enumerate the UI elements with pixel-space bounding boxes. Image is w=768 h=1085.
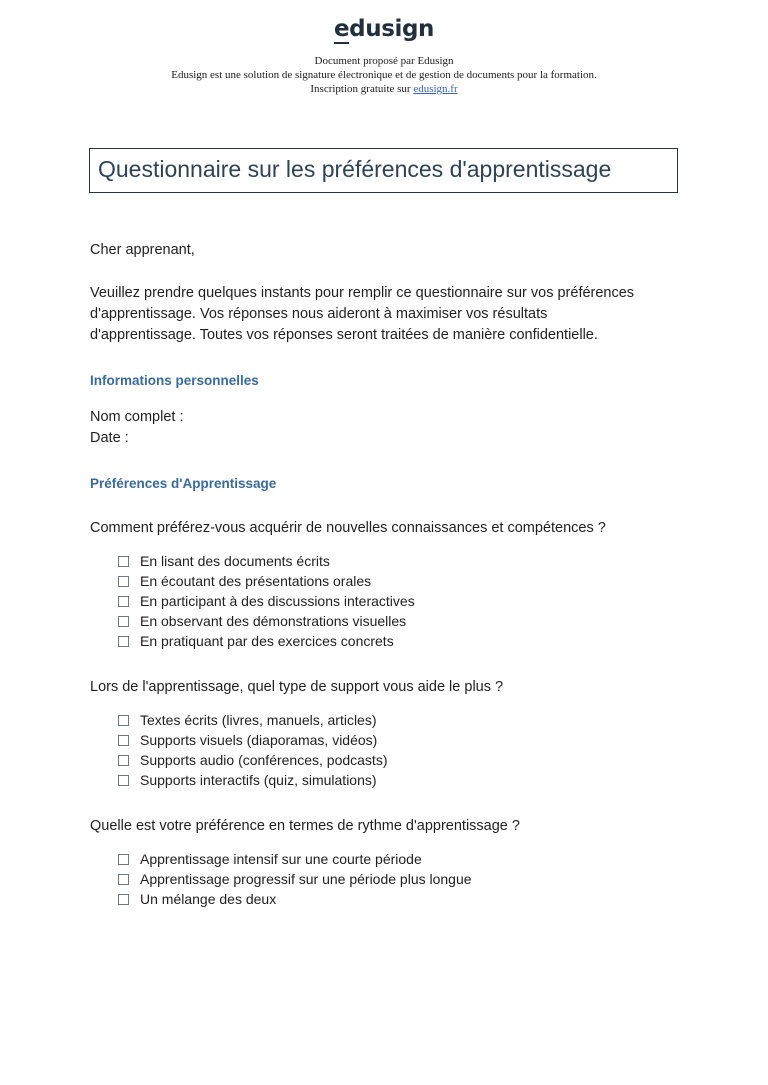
option-label: En pratiquant par des exercices concrets — [140, 633, 394, 649]
option-label: En observant des démonstrations visuelles — [140, 613, 407, 629]
header-line-1: Document proposé par Edusign — [314, 55, 454, 67]
field-nom-complet[interactable]: Nom complet : — [90, 409, 184, 425]
checkbox-icon[interactable] — [118, 854, 129, 865]
option-row[interactable] — [118, 591, 690, 611]
option-row[interactable] — [118, 611, 690, 631]
option-row[interactable] — [118, 889, 690, 909]
checkbox-icon[interactable] — [118, 616, 129, 627]
question-1-options — [90, 551, 690, 651]
edusign-website-link[interactable]: edusign.fr — [413, 83, 458, 95]
checkbox-icon[interactable] — [118, 715, 129, 726]
option-row[interactable] — [118, 710, 690, 730]
question-3-options — [90, 849, 690, 909]
option-row[interactable] — [118, 869, 690, 889]
checkbox-icon[interactable] — [118, 874, 129, 885]
option-row[interactable] — [118, 849, 690, 869]
document-header — [0, 0, 768, 96]
option-label: Supports visuels (diaporamas, vidéos) — [140, 732, 378, 748]
option-label: Apprentissage intensif sur une courte période — [140, 851, 422, 867]
option-label: En écoutant des présentations orales — [140, 573, 372, 589]
option-label: En participant à des discussions interactives — [140, 593, 415, 609]
option-row[interactable] — [118, 631, 690, 651]
logo-rest: dusign — [349, 16, 435, 42]
option-label: Supports interactifs (quiz, simulations) — [140, 772, 377, 788]
option-label: Un mélange des deux — [140, 891, 277, 907]
question-1-text: Comment préférez-vous acquérir de nouvelles connaissances et compétences ? — [90, 520, 606, 536]
personal-info-fields — [90, 407, 690, 449]
option-row[interactable] — [118, 730, 690, 750]
page-title: Questionnaire sur les préférences d'apprentissage — [98, 156, 612, 182]
salutation: Cher apprenant, — [90, 242, 195, 258]
option-row[interactable] — [118, 750, 690, 770]
header-tagline-block — [0, 54, 768, 96]
option-label: Supports audio (conférences, podcasts) — [140, 752, 388, 768]
checkbox-icon[interactable] — [118, 755, 129, 766]
question-3-text: Quelle est votre préférence en termes de rythme d'apprentissage ? — [90, 818, 520, 834]
header-line-3-prefix: Inscription gratuite sur — [310, 83, 414, 95]
question-2-text: Lors de l'apprentissage, quel type de support vous aide le plus ? — [90, 679, 504, 695]
question-2-options — [90, 710, 690, 790]
checkbox-icon[interactable] — [118, 596, 129, 607]
header-line-2: Edusign est une solution de signature électronique et de gestion de documents pour la formation. — [171, 69, 597, 81]
section-heading-learning-preferences: Préférences d'Apprentissage — [90, 476, 277, 491]
checkbox-icon[interactable] — [118, 636, 129, 647]
option-row[interactable] — [118, 551, 690, 571]
intro-paragraph: Veuillez prendre quelques instants pour remplir ce questionnaire sur vos préférences d'apprentissage. Vos réponses nous aideront à maximiser vos résultats d'apprentissage. Toutes vos réponses seront traitées de manière confidentielle. — [90, 285, 635, 343]
option-label: Textes écrits (livres, manuels, articles) — [140, 712, 377, 728]
checkbox-icon[interactable] — [118, 894, 129, 905]
option-row[interactable] — [118, 770, 690, 790]
checkbox-icon[interactable] — [118, 735, 129, 746]
checkbox-icon[interactable] — [118, 556, 129, 567]
field-date[interactable]: Date : — [90, 430, 129, 446]
title-box — [89, 148, 678, 193]
title-section — [0, 148, 768, 193]
header-line-3 — [0, 82, 768, 96]
checkbox-icon[interactable] — [118, 576, 129, 587]
option-label: Apprentissage progressif sur une période plus longue — [140, 871, 472, 887]
logo-first-letter: e — [333, 16, 350, 42]
checkbox-icon[interactable] — [118, 775, 129, 786]
document-content — [0, 240, 690, 909]
option-row[interactable] — [118, 571, 690, 591]
edusign-logo — [334, 14, 434, 44]
option-label: En lisant des documents écrits — [140, 553, 330, 569]
section-heading-personal-info: Informations personnelles — [90, 373, 259, 388]
